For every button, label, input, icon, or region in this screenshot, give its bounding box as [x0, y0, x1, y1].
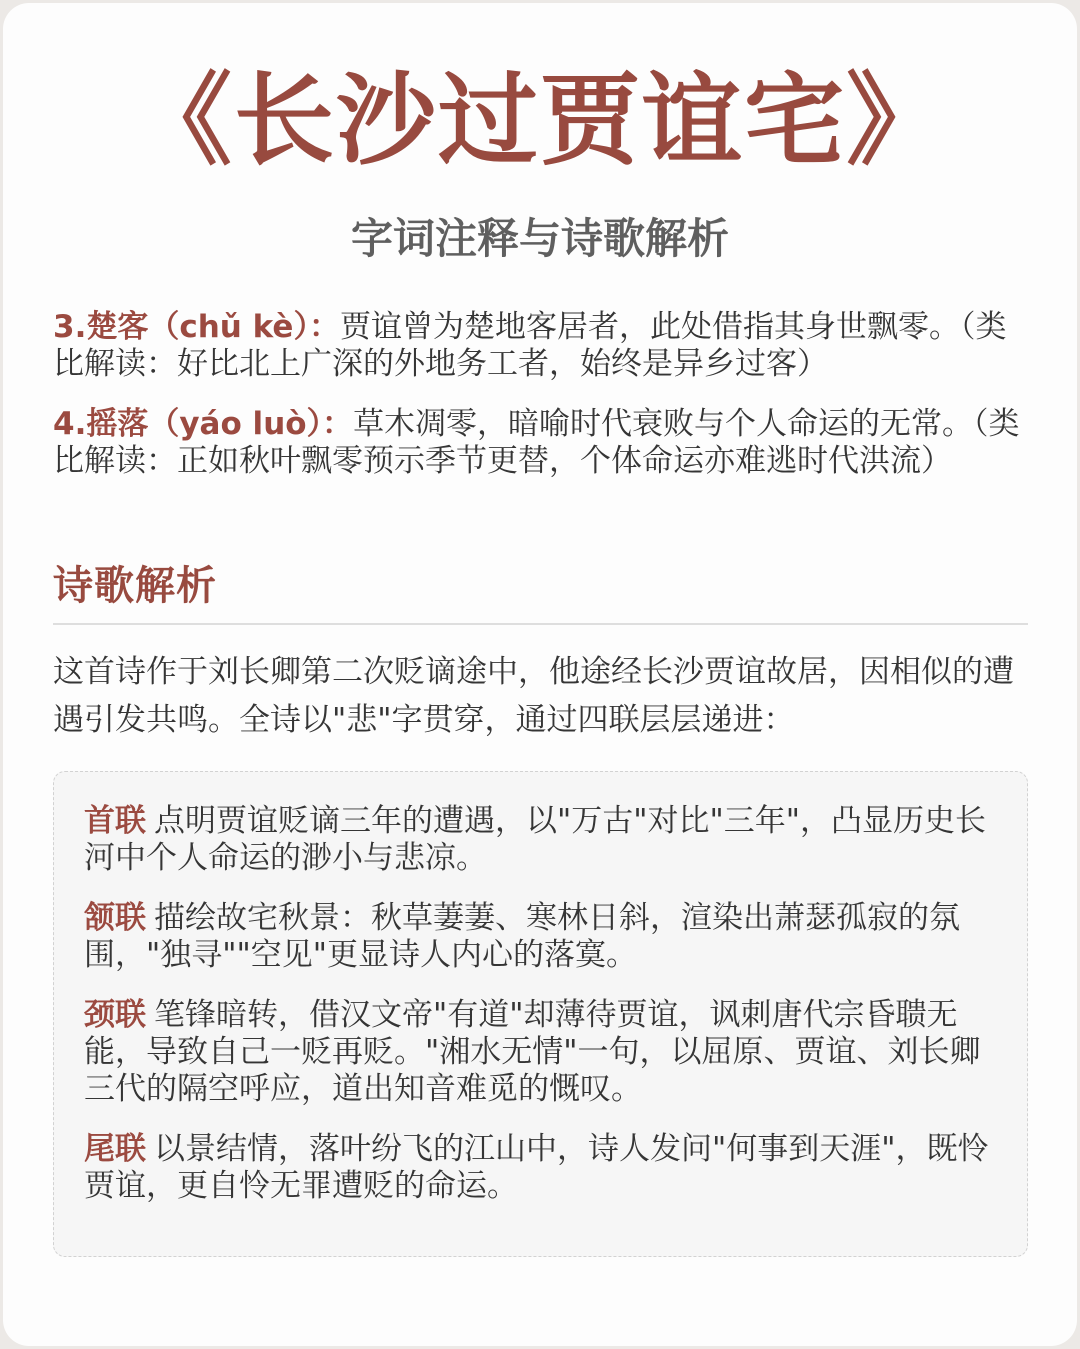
- section-divider: [53, 623, 1028, 625]
- couplet-text: 以景结情，落叶纷飞的江山中，诗人发问"何事到天涯"，既怜贾谊，更自怜无罪遭贬的命运。: [84, 1131, 989, 1204]
- page-title: 《长沙过贾谊宅》: [132, 62, 948, 179]
- couplet-analysis-box: [53, 771, 1028, 1257]
- couplet-last: [84, 1131, 989, 1205]
- couplet-label: 首联: [84, 803, 146, 839]
- annotation-text: 贾谊曾为楚地客居者，此处借指其身世飘零。（类比解读：好比北上广深的外地务工者，始终是异乡过客）: [53, 309, 1007, 382]
- couplet-first: [84, 803, 989, 877]
- annotation-yaoluo: [53, 406, 1028, 480]
- couplet-label: 颈联: [84, 997, 146, 1033]
- couplet-text: 笔锋暗转，借汉文帝"有道"却薄待贾谊，讽刺唐代宗昏聩无能，导致自己一贬再贬。"湘水无情"一句，以屈原、贾谊、刘长卿三代的隔空呼应，道出知音难觅的慨叹。: [84, 997, 981, 1107]
- poem-card: [3, 3, 1077, 1346]
- couplet-text: 描绘故宅秋景：秋草萋萋、寒林日斜，渲染出萧瑟孤寂的氛围，"独寻""空见"更显诗人内心的落寞。: [84, 900, 960, 973]
- couplet-third: [84, 997, 989, 1108]
- page-subtitle: 字词注释与诗歌解析: [350, 214, 729, 263]
- annotation-term: 4.摇落（yáo luò）：: [53, 406, 354, 442]
- couplet-label: 颔联: [84, 900, 146, 936]
- couplet-second: [84, 900, 989, 974]
- annotation-text: 草木凋零，暗喻时代衰败与个人命运的无常。（类比解读：正如秋叶飘零预示季节更替，个体命运亦难逃时代洪流）: [53, 406, 1020, 479]
- analysis-intro: 这首诗作于刘长卿第二次贬谪途中，他途经长沙贾谊故居，因相似的遭遇引发共鸣。全诗以"悲"字贯穿，通过四联层层递进：: [53, 654, 1014, 738]
- couplet-text: 点明贾谊贬谪三年的遭遇，以"万古"对比"三年"，凸显历史长河中个人命运的渺小与悲凉。: [84, 803, 987, 876]
- annotation-chuke: [53, 309, 1028, 383]
- couplet-label: 尾联: [84, 1131, 146, 1167]
- section-heading-analysis: 诗歌解析: [53, 563, 217, 609]
- annotation-term: 3.楚客（chǔ kè）：: [53, 309, 340, 345]
